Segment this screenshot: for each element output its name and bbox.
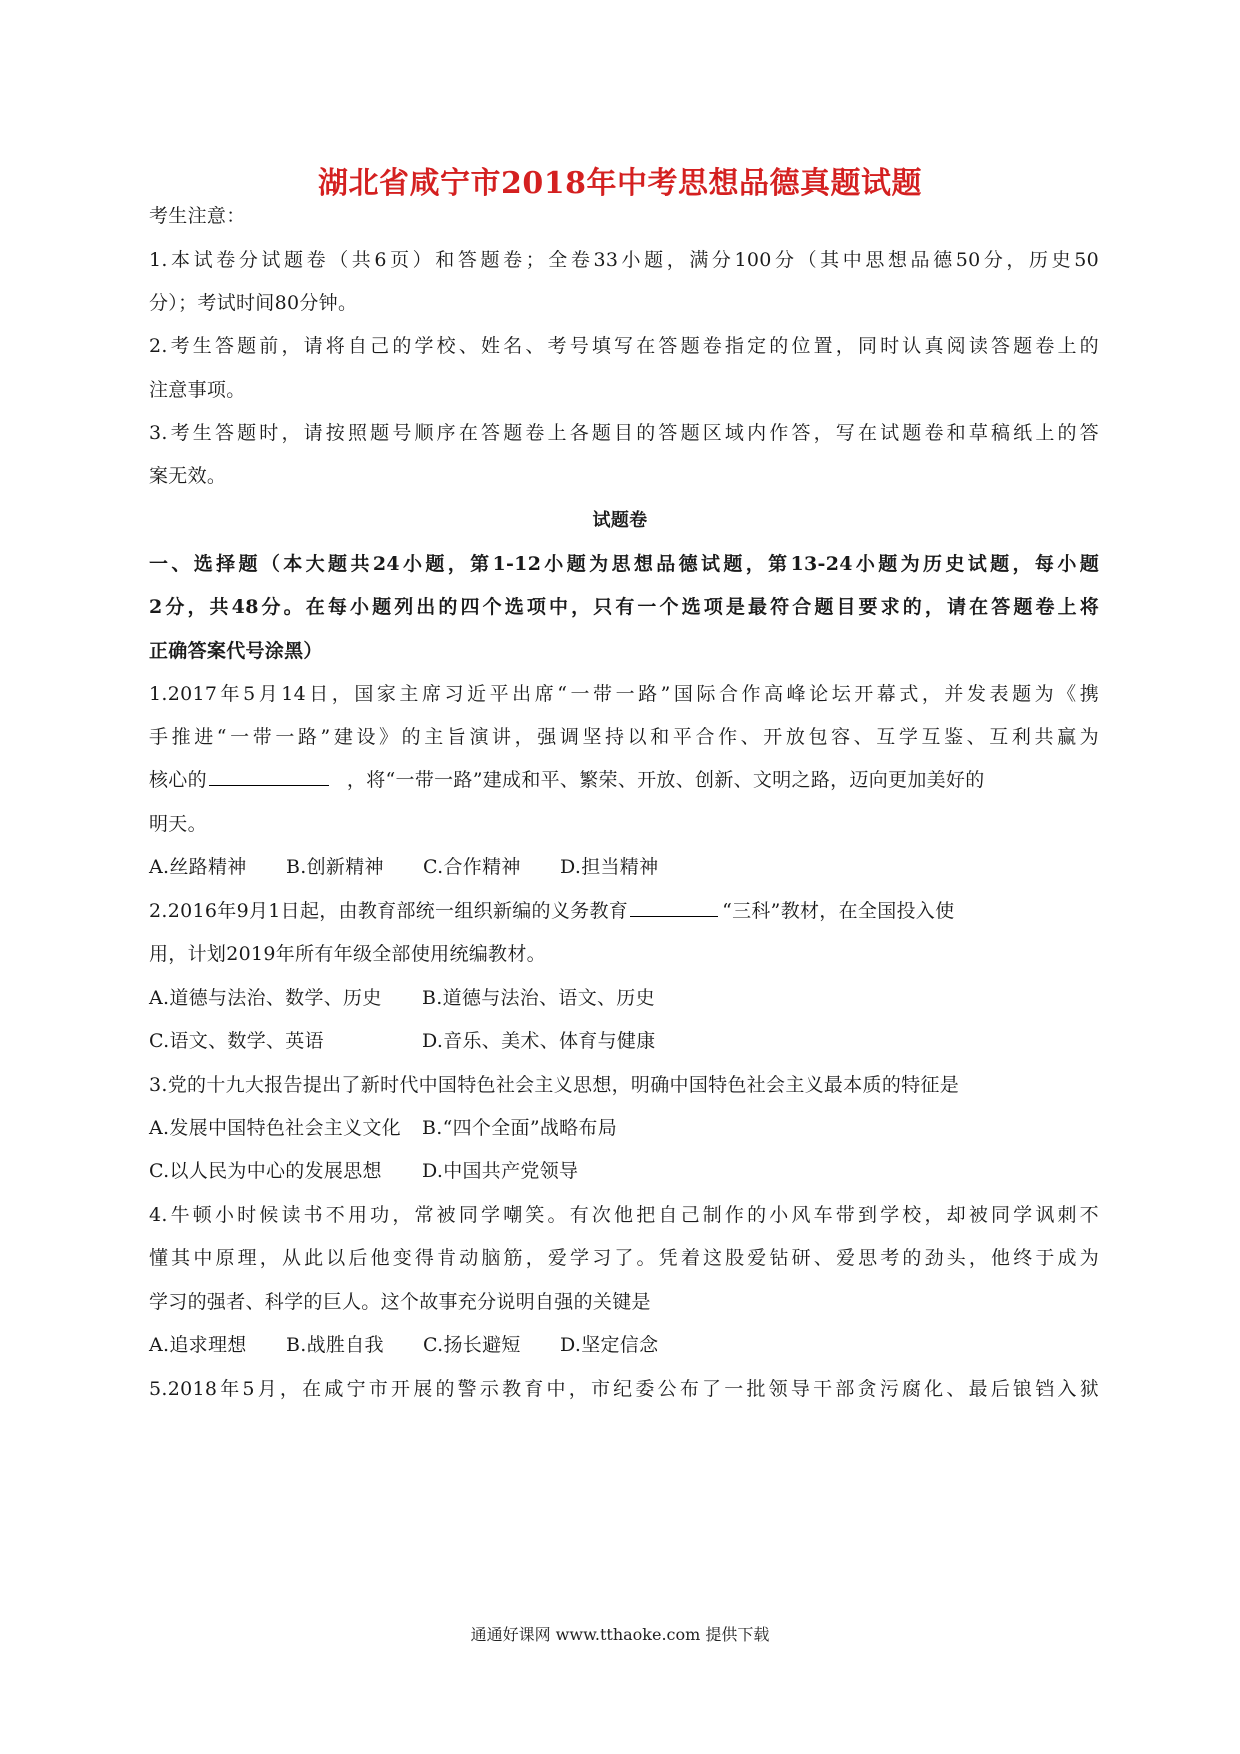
q1-option-d: D.担当精神 (560, 856, 659, 878)
notice-heading: 考生注意： (149, 205, 246, 227)
q2-option-b: B.道德与法治、语文、历史 (422, 987, 655, 1009)
q4-option-c: C.扬长避短 (423, 1334, 521, 1356)
notice-item-1-line-2: 分）；考试时间80分钟。 (149, 292, 358, 314)
q2-line-1-suffix: “三科”教材，在全国投入使 (722, 900, 955, 922)
notice-item-3-line-1: 3.考生答题时，请按照题号顺序在答题卷上各题目的答题区域内作答，写在试题卷和草稿纸上的答 (149, 422, 1099, 444)
q2-answer-blank (630, 898, 718, 917)
q2-option-d: D.音乐、美术、体育与健康 (422, 1030, 656, 1052)
q4-line-2: 懂其中原理，从此以后他变得肯动脑筋，爱学习了。凭着这股爱钻研、爱思考的劲头，他终于成为 (149, 1247, 1099, 1269)
q3-options-row-1 (149, 1115, 1099, 1141)
q4-line-3: 学习的强者、科学的巨人。这个故事充分说明自强的关键是 (149, 1291, 651, 1313)
q3-options-row-2 (149, 1158, 1099, 1184)
q4-options (149, 1332, 1099, 1358)
page-title: 湖北省咸宁市2018年中考思想品德真题试题 (318, 166, 922, 201)
q1-option-a: A.丝路精神 (149, 856, 247, 878)
q3-line-1: 3.党的十九大报告提出了新时代中国特色社会主义思想，明确中国特色社会主义最本质的特征是 (149, 1074, 960, 1096)
q2-line-2: 用，计划2019年所有年级全部使用统编教材。 (149, 943, 546, 965)
notice-item-3-line-2: 案无效。 (149, 465, 227, 487)
q3-option-d: D.中国共产党领导 (422, 1160, 579, 1182)
part1-instructions-line-2: 2分，共48分。在每小题列出的四个选项中，只有一个选项是最符合题目要求的，请在答题卷上将 (149, 596, 1099, 618)
q1-line-3-prefix: 核心的 (149, 769, 207, 791)
q1-line-4: 明天。 (149, 813, 207, 835)
q1-option-c: C.合作精神 (423, 856, 521, 878)
q2-option-c: C.语文、数学、英语 (149, 1030, 324, 1052)
q1-answer-blank (209, 767, 329, 786)
q2-option-a: A.道德与法治、数学、历史 (149, 987, 382, 1009)
q3-option-a: A.发展中国特色社会主义文化 (149, 1117, 401, 1139)
q4-option-a: A.追求理想 (149, 1334, 247, 1356)
q4-option-b: B.战胜自我 (286, 1334, 384, 1356)
part1-instructions-line-1: 一、选择题（本大题共24小题，第1-12小题为思想品德试题，第13-24小题为历史试题，每小题 (149, 553, 1099, 575)
section-title: 试题卷 (592, 510, 648, 531)
q1-line-2: 手推进“一带一路”建设》的主旨演讲，强调坚持以和平合作、开放包容、互学互鉴、互利共赢为 (149, 726, 1099, 748)
q1-option-b: B.创新精神 (286, 856, 384, 878)
notice-item-2-line-2: 注意事项。 (149, 379, 246, 401)
part1-instructions-line-3: 正确答案代号涂黑） (149, 640, 323, 662)
q1-line-3-suffix: ，将“一带一路”建成和平、繁荣、开放、创新、文明之路，迈向更加美好的 (346, 769, 985, 791)
q1-options (149, 854, 1099, 880)
q2-options-row-2 (149, 1028, 1099, 1054)
q4-option-d: D.坚定信念 (560, 1334, 659, 1356)
q2-line-1-prefix: 2.2016年9月1日起，由教育部统一组织新编的义务教育 (149, 900, 629, 922)
notice-item-2-line-1: 2.考生答题前，请将自己的学校、姓名、考号填写在答题卷指定的位置，同时认真阅读答题卷上的 (149, 335, 1099, 357)
q3-option-b: B.“四个全面”战略布局 (422, 1117, 618, 1139)
q5-line-1: 5.2018年5月，在咸宁市开展的警示教育中，市纪委公布了一批领导干部贪污腐化、最后锒铛入狱 (149, 1378, 1099, 1400)
q3-option-c: C.以人民为中心的发展思想 (149, 1160, 382, 1182)
notice-item-1-line-1: 1.本试卷分试题卷（共6页）和答题卷；全卷33小题，满分100分（其中思想品德50分，历史50 (149, 249, 1099, 271)
q2-line-1 (149, 898, 1099, 924)
page-footer: 通通好课网 www.tthaoke.com 提供下载 (470, 1625, 770, 1644)
q2-options-row-1 (149, 985, 1099, 1011)
q1-line-1: 1.2017年5月14日，国家主席习近平出席“一带一路”国际合作高峰论坛开幕式，并发表题为《携 (149, 683, 1099, 705)
q1-line-3 (149, 767, 1099, 793)
q4-line-1: 4.牛顿小时候读书不用功，常被同学嘲笑。有次他把自己制作的小风车带到学校，却被同学讽刺不 (149, 1204, 1099, 1226)
